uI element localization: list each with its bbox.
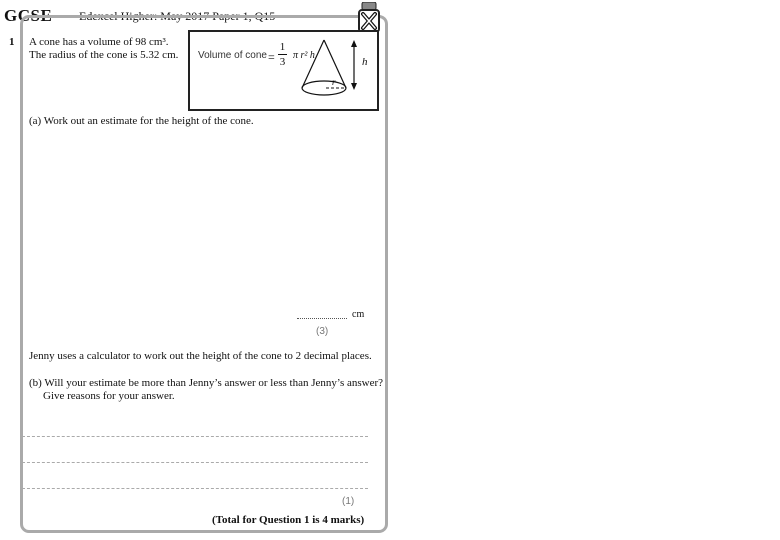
question-number: 1 [9, 36, 15, 48]
cone-diagram [296, 36, 360, 104]
answer-unit: cm [352, 309, 365, 320]
total-marks: (Total for Question 1 is 4 marks) [212, 514, 365, 526]
radius-label: r [332, 77, 336, 87]
formula-equals: = [268, 50, 275, 64]
marks-part-b: (1) [342, 496, 355, 507]
answer-line-b3[interactable] [22, 488, 368, 489]
part-b-prompt [29, 377, 383, 403]
part-b-question: (b) Will your estimate be more than Jenny’s answer or less than Jenny’s answer? [29, 377, 384, 389]
part-a-prompt: (a) Work out an estimate for the height of the cone. [29, 115, 254, 127]
intro-line-radius: The radius of the cone is 5.32 cm. [29, 49, 179, 61]
paper-title: Edexcel Higher: May 2017 Paper 1, Q15 [79, 9, 276, 23]
fraction-numerator: 1 [279, 41, 286, 53]
formula-terms: π r² h [293, 50, 315, 61]
height-label: h [362, 56, 368, 68]
intro-line-volume: A cone has a volume of 98 cm³. [29, 36, 169, 48]
marks-part-a: (3) [316, 326, 329, 337]
question-intro [29, 36, 178, 62]
fraction-denominator: 3 [279, 56, 286, 68]
part-b-instruction: Give reasons for your answer. [43, 390, 175, 402]
formula-label: Volume of cone [198, 50, 267, 61]
answer-line-b2[interactable] [22, 462, 368, 463]
answer-line-a[interactable] [297, 318, 347, 319]
answer-line-b1[interactable] [22, 436, 368, 437]
cone-formula-box [188, 30, 379, 111]
formula-fraction [278, 40, 287, 69]
fraction-bar [278, 54, 287, 55]
jenny-statement: Jenny uses a calculator to work out the height of the cone to 2 decimal places. [29, 350, 372, 362]
gcse-logo: GCSE [4, 6, 53, 25]
